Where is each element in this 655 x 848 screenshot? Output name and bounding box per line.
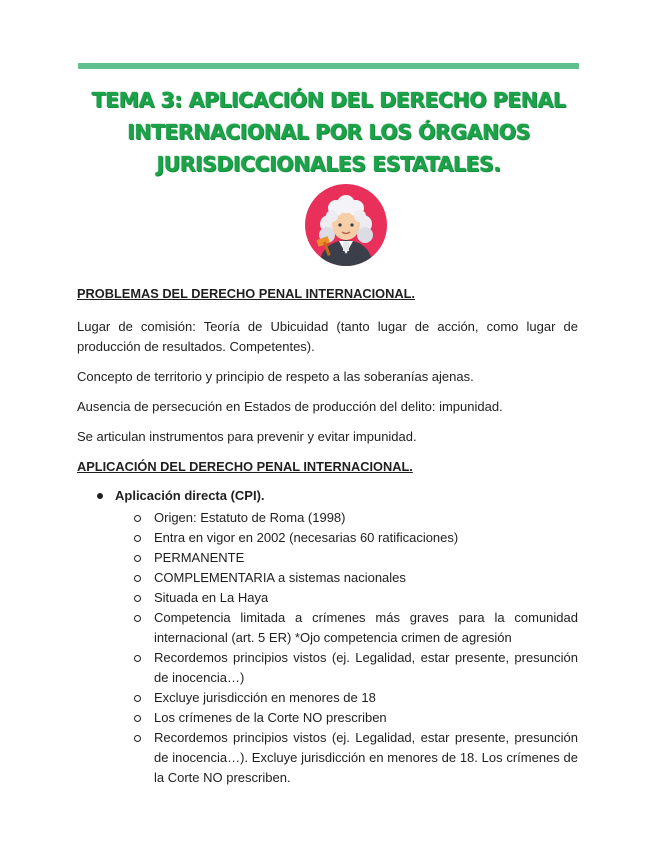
- sub-list-item: [115, 728, 578, 788]
- list-item: [77, 486, 578, 788]
- circle-bullet-icon: [134, 515, 141, 522]
- circle-bullet-icon: [134, 615, 141, 622]
- sub-item-text: Situada en La Haya: [154, 590, 269, 605]
- paragraph: Lugar de comisión: Teoría de Ubicuidad (tanto lugar de acción, como lugar de producción de resultados. Competentes).: [77, 319, 578, 354]
- section-heading-application: APLICACIÓN DEL DERECHO PENAL INTERNACIONAL.: [77, 459, 413, 474]
- sub-list-item: [115, 608, 578, 648]
- title-line-2: INTERNACIONAL POR LOS ÓRGANOS: [127, 120, 530, 144]
- bullet-label: Aplicación directa (CPI).: [115, 488, 265, 503]
- sub-list-item: [115, 508, 578, 528]
- sub-item-text: Recordemos principios vistos (ej. Legalidad, estar presente, presunción de inocencia…): [154, 650, 578, 685]
- sub-item-text: Recordemos principios vistos (ej. Legalidad, estar presente, presunción de inocencia…). Excluye jurisdicción en menores de 18. Los crímenes de la Corte NO prescriben.: [154, 730, 578, 785]
- sub-item-text: Excluye jurisdicción en menores de 18: [154, 690, 376, 705]
- sub-list-item: [115, 548, 578, 568]
- title-line-1: TEMA 3: APLICACIÓN DEL DERECHO PENAL: [91, 88, 566, 112]
- page-title: [78, 84, 579, 180]
- sub-item-text: Competencia limitada a crímenes más graves para la comunidad internacional (art. 5 ER) *Ojo competencia crimen de agresión: [154, 610, 578, 645]
- circle-bullet-icon: [134, 655, 141, 662]
- sub-list-item: [115, 648, 578, 688]
- paragraph: Concepto de territorio y principio de respeto a las soberanías ajenas.: [77, 369, 474, 384]
- judge-icon: [305, 184, 387, 266]
- bullet-dot-icon: [97, 493, 103, 499]
- circle-bullet-icon: [134, 555, 141, 562]
- sub-list-item: [115, 528, 578, 548]
- sub-item-text: PERMANENTE: [154, 550, 245, 565]
- sub-item-text: COMPLEMENTARIA a sistemas nacionales: [154, 570, 406, 585]
- sub-item-text: Origen: Estatuto de Roma (1998): [154, 510, 346, 525]
- bullet-list: [77, 486, 578, 788]
- circle-bullet-icon: [134, 595, 141, 602]
- document-body: [77, 284, 578, 788]
- sub-list-item: [115, 708, 578, 728]
- sub-list: [115, 508, 578, 788]
- sub-item-text: Los crímenes de la Corte NO prescriben: [154, 710, 387, 725]
- section-heading-problems: PROBLEMAS DEL DERECHO PENAL INTERNACIONAL.: [77, 286, 415, 301]
- paragraph: Se articulan instrumentos para prevenir y evitar impunidad.: [77, 429, 417, 444]
- circle-bullet-icon: [134, 695, 141, 702]
- title-line-3: JURISDICCIONALES ESTATALES.: [156, 152, 501, 176]
- sub-list-item: [115, 568, 578, 588]
- paragraph: Ausencia de persecución en Estados de producción del delito: impunidad.: [77, 399, 503, 414]
- sub-list-item: [115, 688, 578, 708]
- circle-bullet-icon: [134, 535, 141, 542]
- sub-item-text: Entra en vigor en 2002 (necesarias 60 ratificaciones): [154, 530, 459, 545]
- circle-bullet-icon: [134, 575, 141, 582]
- sub-list-item: [115, 588, 578, 608]
- circle-bullet-icon: [134, 715, 141, 722]
- circle-bullet-icon: [134, 735, 141, 742]
- header-rule: [78, 63, 579, 69]
